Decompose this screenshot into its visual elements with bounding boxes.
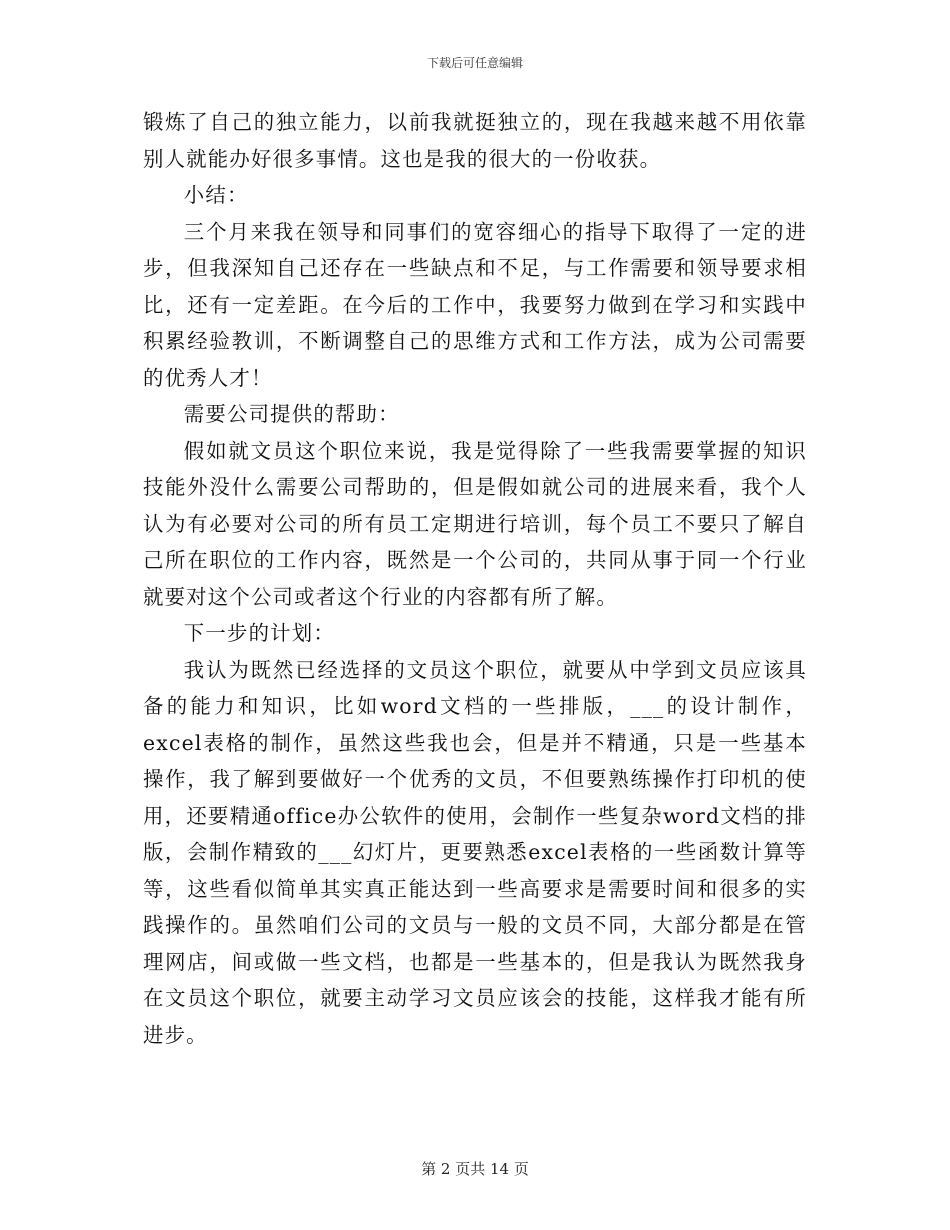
paragraph: 三个月来我在领导和同事们的宽容细心的指导下取得了一定的进步，但我深知自己还存在一些缺点和不足，与工作需要和领导要求相比，还有一定差距。在今后的工作中，我要努力做到在学习和实践中积累经验教训，不断调整自己的思维方式和工作方法，成为公司需要的优秀人才！ xyxy=(143,219,807,390)
paragraph: 我认为既然已经选择的文员这个职位，就要从中学到文员应该具备的能力和知识，比如word文档的一些排版，___的设计制作，excel表格的制作，虽然这些我也会，但是并不精通，只是一些基本操作，我了解到要做好一个优秀的文员，不但要熟练操作打印机的使用，还要精通office办公软件的使用，会制作一些复杂word文档的排版，会制作精致的___幻灯片，更要熟悉excel表格的一些函数计算等等，这些看似简单其实真正能达到一些高要求是需要时间和很多的实践操作的。虽然咱们公司的文员与一般的文员不同，大部分都是在管理网店，间或做一些文档，也都是一些基本的，但是我认为既然我身在文员这个职位，就要主动学习文员应该会的技能，这样我才能有所进步。 xyxy=(143,657,807,1047)
page-header: 下载后可任意编辑 xyxy=(426,56,523,70)
section-heading-next-plan: 下一步的计划： xyxy=(183,621,335,645)
paragraph: 假如就文员这个职位来说，我是觉得除了一些我需要掌握的知识技能外没什么需要公司帮助的，但是假如就公司的进展来看，我个人认为有必要对公司的所有员工定期进行培训，每个员工不要只了解自己所在职位的工作内容，既然是一个公司的，共同从事于同一个行业就要对这个公司或者这个行业的内容都有所了解。 xyxy=(143,438,807,609)
paragraph: 锻炼了自己的独立能力，以前我就挺独立的，现在我越来越不用依靠别人就能办好很多事情。这也是我的很大的一份收获。 xyxy=(143,110,807,171)
page-number-footer: 第 2 页共 14 页 xyxy=(421,1160,529,1178)
section-heading-help-needed: 需要公司提供的帮助： xyxy=(183,402,400,426)
document-body xyxy=(143,104,807,1053)
section-heading-summary: 小结： xyxy=(183,183,249,207)
